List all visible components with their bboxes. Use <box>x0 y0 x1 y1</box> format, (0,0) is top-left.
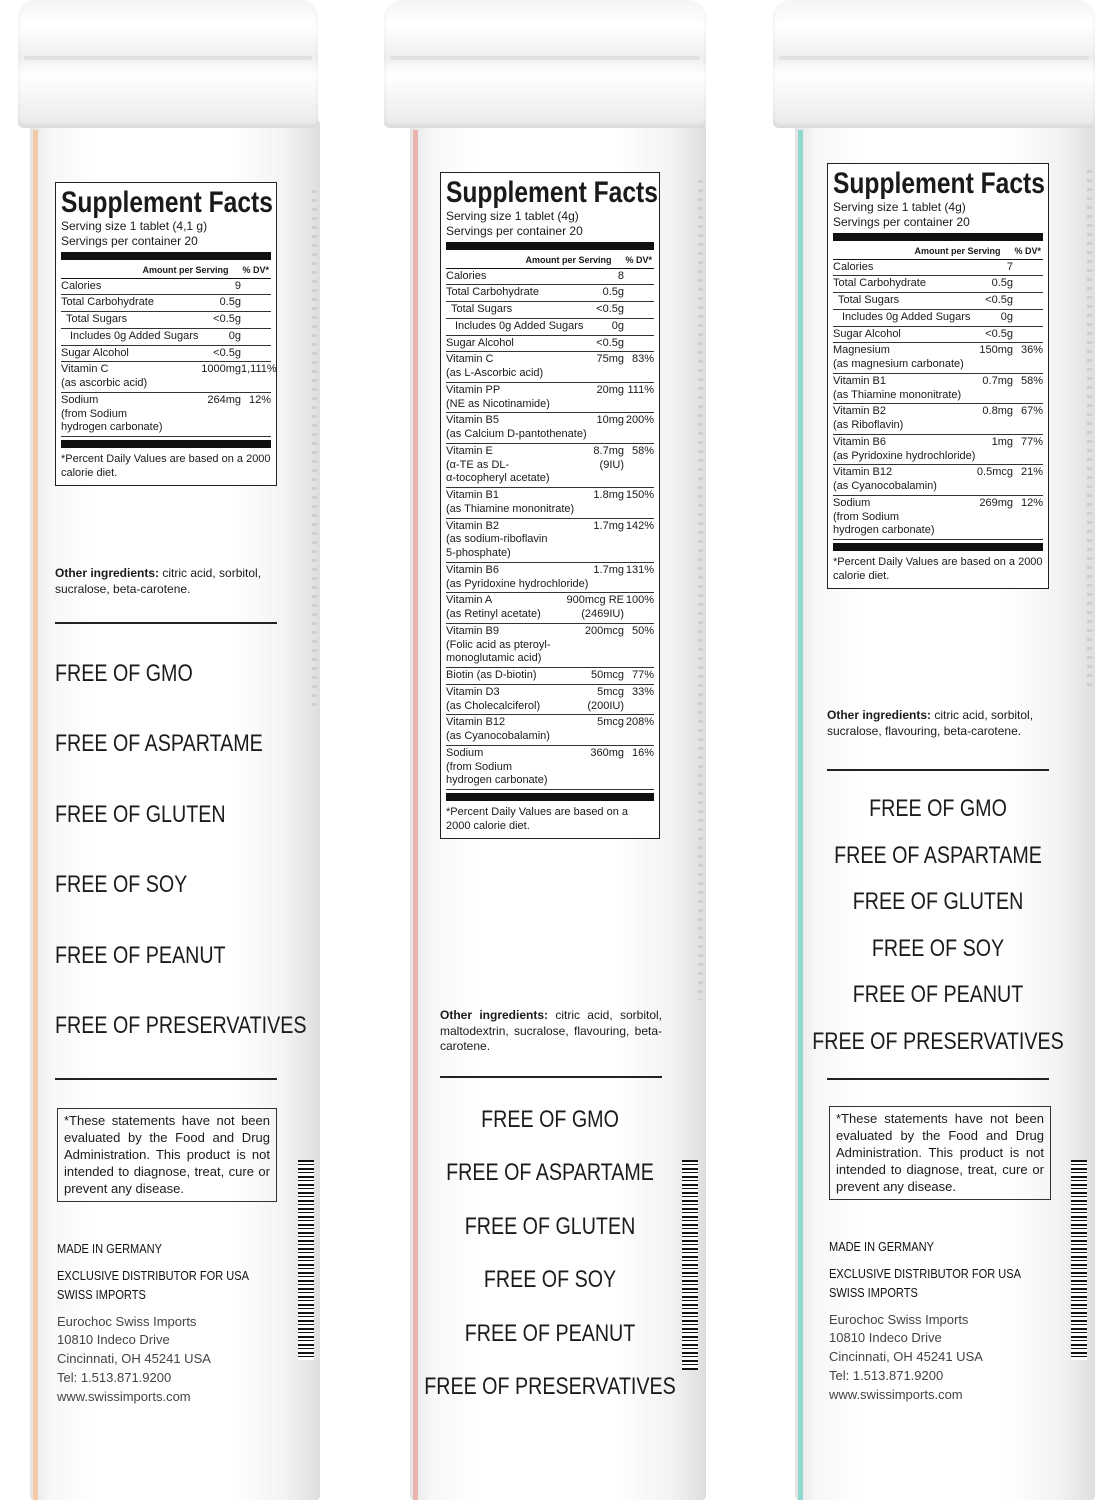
nutrient-name: Calories <box>61 279 102 292</box>
nutrient-dv <box>624 270 654 284</box>
nutrient-name: Sugar Alcohol <box>446 336 514 349</box>
facts-rows <box>446 269 654 791</box>
nutrient-name: Total Sugars <box>451 303 513 315</box>
nutrient-amount: 150mg <box>979 344 1013 357</box>
nutrient-amount: 75mg <box>596 353 624 366</box>
free-of-item: FREE OF GLUTEN <box>55 801 226 828</box>
serving-size: Serving size 1 tablet (4,1 g) <box>61 218 208 233</box>
nutrient-row <box>446 302 654 319</box>
nutrient-name: Sugar Alcohol <box>833 327 901 340</box>
nutrient-name: Vitamin B12 (as Cyanocobalamin) <box>833 466 937 492</box>
free-of-item: FREE OF ASPARTAME <box>55 730 263 757</box>
nutrient-name: Total Sugars <box>838 294 900 306</box>
nutrient-name: Vitamin B2 (as sodium-riboflavin 5-phosphate) <box>446 519 548 559</box>
nutrient-dv <box>1013 261 1043 275</box>
nutrient-name: Total Carbohydrate <box>61 296 154 309</box>
nutrient-row <box>61 279 271 296</box>
nutrient-dv: 100% <box>625 594 654 607</box>
facts-title: Supplement Facts <box>61 186 273 219</box>
nutrient-row <box>446 624 654 668</box>
side-text <box>698 180 703 1000</box>
nutrient-amount: 1000mg <box>201 363 241 376</box>
nutrient-dv <box>241 313 271 327</box>
nutrient-dv: 50% <box>631 624 654 637</box>
nutrient-name: Vitamin B1 (as Thiamine mononitrate) <box>833 374 962 401</box>
nutrient-row <box>833 310 1043 327</box>
nutrient-dv <box>241 296 271 310</box>
nutrient-row <box>446 668 654 685</box>
distributor-info <box>829 1238 1069 1405</box>
nutrient-name: Magnesium (as magnesium carbonate) <box>833 344 964 370</box>
nutrient-row <box>61 312 271 329</box>
color-stripe <box>33 130 38 1500</box>
nutrient-amount: <0.5g <box>985 327 1013 340</box>
nutrient-dv: 12% <box>1020 496 1043 509</box>
nutrient-name: Vitamin B6 (as Pyridoxine hydrochloride) <box>833 435 976 462</box>
servings-per-container: Servings per container 20 <box>61 233 198 248</box>
nutrient-amount: 0.5mcg <box>976 466 1013 479</box>
facts-rows <box>833 260 1043 541</box>
nutrient-dv: 58% <box>1020 374 1043 387</box>
facts-rows <box>61 279 277 438</box>
free-of-item: FREE OF SOY <box>871 935 1005 962</box>
nutrient-dv <box>624 286 654 300</box>
free-of-item: FREE OF ASPARTAME <box>834 842 1042 869</box>
free-of-item: FREE OF PEANUT <box>852 981 1024 1008</box>
nutrient-row <box>446 444 654 488</box>
nutrient-dv <box>241 280 271 294</box>
nutrient-dv <box>1013 294 1043 308</box>
nutrient-row <box>446 413 654 444</box>
nutrient-dv: 208% <box>625 716 654 729</box>
nutrient-name: Biotin (as D-biotin) <box>446 669 537 681</box>
made-in: MADE IN GERMANY <box>57 1241 162 1256</box>
amount-header: Amount per Serving % DV* <box>525 254 652 265</box>
nutrient-amount: 9 <box>234 279 241 292</box>
nutrient-dv: 142% <box>625 519 654 532</box>
nutrient-amount: 7 <box>1006 260 1013 273</box>
barcode <box>298 1160 314 1360</box>
nutrient-row <box>446 593 654 624</box>
nutrient-name: Vitamin B2 (as Riboflavin) <box>833 405 904 431</box>
nutrient-amount: 900mcg RE (2469IU) <box>566 594 624 620</box>
side-text <box>1087 170 1092 690</box>
nutrient-name: Total Carbohydrate <box>446 286 539 299</box>
nutrient-dv: 58% <box>631 444 654 457</box>
nutrient-row <box>61 295 271 312</box>
nutrient-name: Vitamin A (as Retinyl acetate) <box>446 594 541 620</box>
nutrient-name: Calories <box>446 269 487 282</box>
nutrient-dv: 12% <box>248 393 271 406</box>
nutrient-amount: 5mcg <box>597 716 624 729</box>
nutrient-amount: <0.5g <box>213 313 241 325</box>
free-of-item: FREE OF ASPARTAME <box>446 1159 654 1186</box>
nutrient-row <box>446 336 654 353</box>
nutrient-row <box>446 715 654 746</box>
address-line: Cincinnati, OH 45241 USA <box>57 1351 211 1367</box>
nutrient-amount: 1.7mg <box>593 563 624 576</box>
nutrient-amount: <0.5g <box>596 336 624 349</box>
divider <box>55 622 277 624</box>
tube-right <box>765 0 1110 1500</box>
website[interactable]: www.swissimports.com <box>57 1388 191 1404</box>
address-line: 10810 Indeco Drive <box>829 1330 942 1346</box>
nutrient-row <box>833 293 1043 310</box>
company-name: SWISS IMPORTS <box>829 1284 918 1300</box>
serving-size: Serving size 1 tablet (4g) <box>446 208 579 223</box>
nutrient-row <box>833 435 1043 466</box>
amount-header: Amount per Serving % DV* <box>142 264 269 275</box>
tube-cap <box>773 0 1095 128</box>
daily-value-footnote: *Percent Daily Values are based on a 2000 calorie diet. <box>61 453 271 480</box>
nutrient-dv: 111% <box>627 383 654 396</box>
nutrient-row <box>446 269 654 286</box>
nutrient-amount: 0.8mg <box>982 405 1013 418</box>
nutrient-amount: 1.7mg <box>593 519 624 532</box>
nutrient-dv: 1,111% <box>241 363 277 376</box>
other-ingredients: Other ingredients: citric acid, sorbitol, sucralose, flavouring, beta-carotene. <box>827 708 1034 738</box>
divider <box>440 1076 662 1078</box>
side-text <box>312 190 317 710</box>
nutrient-amount: 8 <box>617 269 624 282</box>
nutrient-row <box>833 327 1043 344</box>
nutrient-dv: 150% <box>625 489 654 501</box>
nutrient-name: Vitamin E (α-TE as DL- α-tocopheryl acetate) <box>446 444 550 485</box>
distributor-label: EXCLUSIVE DISTRIBUTOR FOR USA <box>57 1267 249 1283</box>
supplement-facts-panel <box>827 163 1049 589</box>
nutrient-row <box>833 260 1043 277</box>
nutrient-row <box>446 488 654 519</box>
color-stripe <box>798 130 803 1500</box>
free-of-item: FREE OF PEANUT <box>464 1320 636 1347</box>
nutrient-dv: 131% <box>625 563 654 576</box>
nutrient-row <box>446 685 654 716</box>
nutrient-name: Vitamin C (as L-Ascorbic acid) <box>446 353 544 379</box>
nutrient-amount: 264mg <box>207 393 241 406</box>
divider <box>55 1078 277 1080</box>
tube-cap <box>384 0 706 128</box>
nutrient-amount: 8.7mg (9IU) <box>593 444 624 471</box>
color-stripe <box>413 130 418 1500</box>
nutrient-dv <box>1013 328 1043 342</box>
tube-middle <box>380 0 720 1500</box>
nutrient-dv: 36% <box>1020 344 1043 357</box>
nutrient-name: Vitamin B9 (Folic acid as pteroyl- monoglutamic acid) <box>446 624 551 665</box>
nutrient-amount: 0.5g <box>219 296 241 309</box>
nutrient-dv <box>624 320 654 334</box>
nutrient-name: Total Sugars <box>66 313 128 325</box>
nutrient-row <box>446 383 654 414</box>
address-line: Eurochoc Swiss Imports <box>57 1313 197 1329</box>
nutrient-amount: 0g <box>228 329 241 342</box>
nutrient-amount: <0.5g <box>213 346 241 359</box>
nutrient-amount: 20mg <box>596 383 624 396</box>
company-name: SWISS IMPORTS <box>57 1286 146 1302</box>
nutrient-row <box>833 404 1043 435</box>
nutrient-name: Includes 0g Added Sugars <box>455 319 584 332</box>
nutrient-name: Sodium (from Sodium hydrogen carbonate) <box>61 393 163 434</box>
address-line: Cincinnati, OH 45241 USA <box>829 1349 983 1365</box>
nutrient-dv <box>241 347 271 361</box>
nutrient-amount: 0.7mg <box>982 374 1013 387</box>
fda-disclaimer: *These statements have not been evaluated by the Food and Drug Administration. This product is not intended to diagnose, treat, cure or prevent any disease. <box>57 1108 277 1202</box>
nutrient-amount: 1mg <box>991 435 1013 448</box>
nutrient-amount: 0.5g <box>991 277 1013 290</box>
barcode <box>1071 1160 1087 1360</box>
divider <box>827 769 1049 771</box>
address-line: 10810 Indeco Drive <box>57 1332 170 1348</box>
nutrient-dv <box>624 337 654 351</box>
nutrient-row <box>61 346 271 363</box>
facts-title: Supplement Facts <box>446 176 658 209</box>
nutrient-dv: 200% <box>625 414 654 427</box>
nutrient-name: Includes 0g Added Sugars <box>70 329 199 342</box>
barcode <box>682 1160 698 1370</box>
free-of-item: FREE OF PRESERVATIVES <box>812 1028 1064 1055</box>
daily-value-footnote: *Percent Daily Values are based on a 2000 calorie diet. <box>833 556 1043 583</box>
nutrient-dv: 16% <box>631 746 654 759</box>
nutrient-amount: <0.5g <box>596 303 624 315</box>
nutrient-name: Vitamin PP (NE as Nicotinamide) <box>446 383 550 410</box>
nutrient-amount: 50mcg <box>590 669 624 681</box>
nutrient-amount: 0.5g <box>602 286 624 299</box>
free-of-item: FREE OF GMO <box>481 1106 619 1133</box>
nutrient-amount: 269mg <box>979 496 1013 509</box>
nutrient-row <box>446 519 654 563</box>
nutrient-row <box>833 343 1043 374</box>
nutrient-dv: 33% <box>631 685 654 698</box>
free-of-item: FREE OF SOY <box>55 871 188 898</box>
nutrient-amount: 5mcg (200IU) <box>587 685 624 712</box>
tube-left <box>0 0 330 1500</box>
nutrient-dv: 21% <box>1020 466 1043 479</box>
other-ingredients: Other ingredients: citric acid, sorbitol, sucralose, beta-carotene. <box>55 566 262 596</box>
nutrient-amount: 200mcg <box>584 624 624 637</box>
tube-cap <box>18 0 318 128</box>
servings-per-container: Servings per container 20 <box>446 223 583 238</box>
nutrient-row <box>833 276 1043 293</box>
nutrient-dv <box>1013 311 1043 325</box>
nutrient-row <box>833 374 1043 405</box>
nutrient-amount: <0.5g <box>985 294 1013 306</box>
nutrient-dv: 77% <box>1020 435 1043 448</box>
nutrient-dv <box>1013 277 1043 291</box>
servings-per-container: Servings per container 20 <box>833 214 970 229</box>
website[interactable]: www.swissimports.com <box>829 1386 963 1402</box>
nutrient-row <box>446 285 654 302</box>
free-of-item: FREE OF GMO <box>869 795 1007 822</box>
nutrient-dv: 77% <box>631 669 654 681</box>
nutrient-name: Vitamin B1 (as Thiamine mononitrate) <box>446 489 575 515</box>
facts-title: Supplement Facts <box>833 167 1045 200</box>
nutrient-dv: 67% <box>1020 405 1043 418</box>
nutrient-name: Vitamin D3 (as Cholecalciferol) <box>446 685 541 712</box>
nutrient-name: Vitamin B6 (as Pyridoxine hydrochloride) <box>446 563 589 590</box>
nutrient-dv <box>241 330 271 344</box>
nutrient-row <box>833 465 1043 496</box>
free-of-item: FREE OF SOY <box>483 1266 617 1293</box>
nutrient-amount: 0g <box>1000 310 1013 323</box>
nutrient-name: Includes 0g Added Sugars <box>842 310 971 323</box>
free-of-item: FREE OF GLUTEN <box>464 1213 636 1240</box>
made-in: MADE IN GERMANY <box>829 1239 934 1254</box>
nutrient-name: Vitamin B5 (as Calcium D-pantothenate) <box>446 414 587 440</box>
serving-size: Serving size 1 tablet (4g) <box>833 199 966 214</box>
divider <box>827 1078 1049 1080</box>
nutrient-name: Vitamin C (as ascorbic acid) <box>61 363 148 389</box>
nutrient-amount: 10mg <box>596 414 624 427</box>
daily-value-footnote: *Percent Daily Values are based on a 2000 calorie diet. <box>446 806 629 833</box>
nutrient-name: Total Carbohydrate <box>833 277 926 290</box>
fda-disclaimer: *These statements have not been evaluated by the Food and Drug Administration. This product is not intended to diagnose, treat, cure or prevent any disease. <box>829 1106 1051 1200</box>
distributor-info <box>57 1240 297 1407</box>
nutrient-name: Sodium (from Sodium hydrogen carbonate) <box>833 496 935 537</box>
phone: Tel: 1.513.871.9200 <box>829 1368 944 1384</box>
nutrient-row <box>446 352 654 383</box>
nutrient-row <box>61 362 277 393</box>
address-line: Eurochoc Swiss Imports <box>829 1311 969 1327</box>
free-of-item: FREE OF PEANUT <box>55 942 226 969</box>
nutrient-row <box>61 393 271 437</box>
free-of-item: FREE OF PRESERVATIVES <box>424 1373 676 1400</box>
amount-header: Amount per Serving % DV* <box>914 245 1041 256</box>
nutrient-dv: 83% <box>631 353 654 366</box>
free-of-item: FREE OF GLUTEN <box>852 888 1024 915</box>
supplement-facts-panel <box>55 182 277 486</box>
nutrient-amount: 0g <box>611 319 624 332</box>
free-of-item: FREE OF PRESERVATIVES <box>55 1012 307 1039</box>
nutrient-amount: 360mg <box>590 746 624 759</box>
distributor-label: EXCLUSIVE DISTRIBUTOR FOR USA <box>829 1265 1021 1281</box>
nutrient-row <box>446 746 654 790</box>
nutrient-row <box>61 329 271 346</box>
other-ingredients: Other ingredients: citric acid, sorbitol, maltodextrin, sucralose, flavouring, beta-carotene. <box>440 1008 662 1054</box>
nutrient-row <box>833 496 1043 540</box>
nutrient-name: Sodium (from Sodium hydrogen carbonate) <box>446 746 548 787</box>
nutrient-name: Vitamin B12 (as Cyanocobalamin) <box>446 716 550 742</box>
free-of-item: FREE OF GMO <box>55 660 193 687</box>
nutrient-name: Calories <box>833 260 874 273</box>
phone: Tel: 1.513.871.9200 <box>57 1370 172 1386</box>
nutrient-dv <box>624 303 654 317</box>
supplement-facts-panel <box>440 172 660 839</box>
nutrient-row <box>446 563 654 594</box>
nutrient-amount: 1.8mg <box>593 489 624 501</box>
nutrient-row <box>446 319 654 336</box>
nutrient-name: Sugar Alcohol <box>61 346 129 359</box>
